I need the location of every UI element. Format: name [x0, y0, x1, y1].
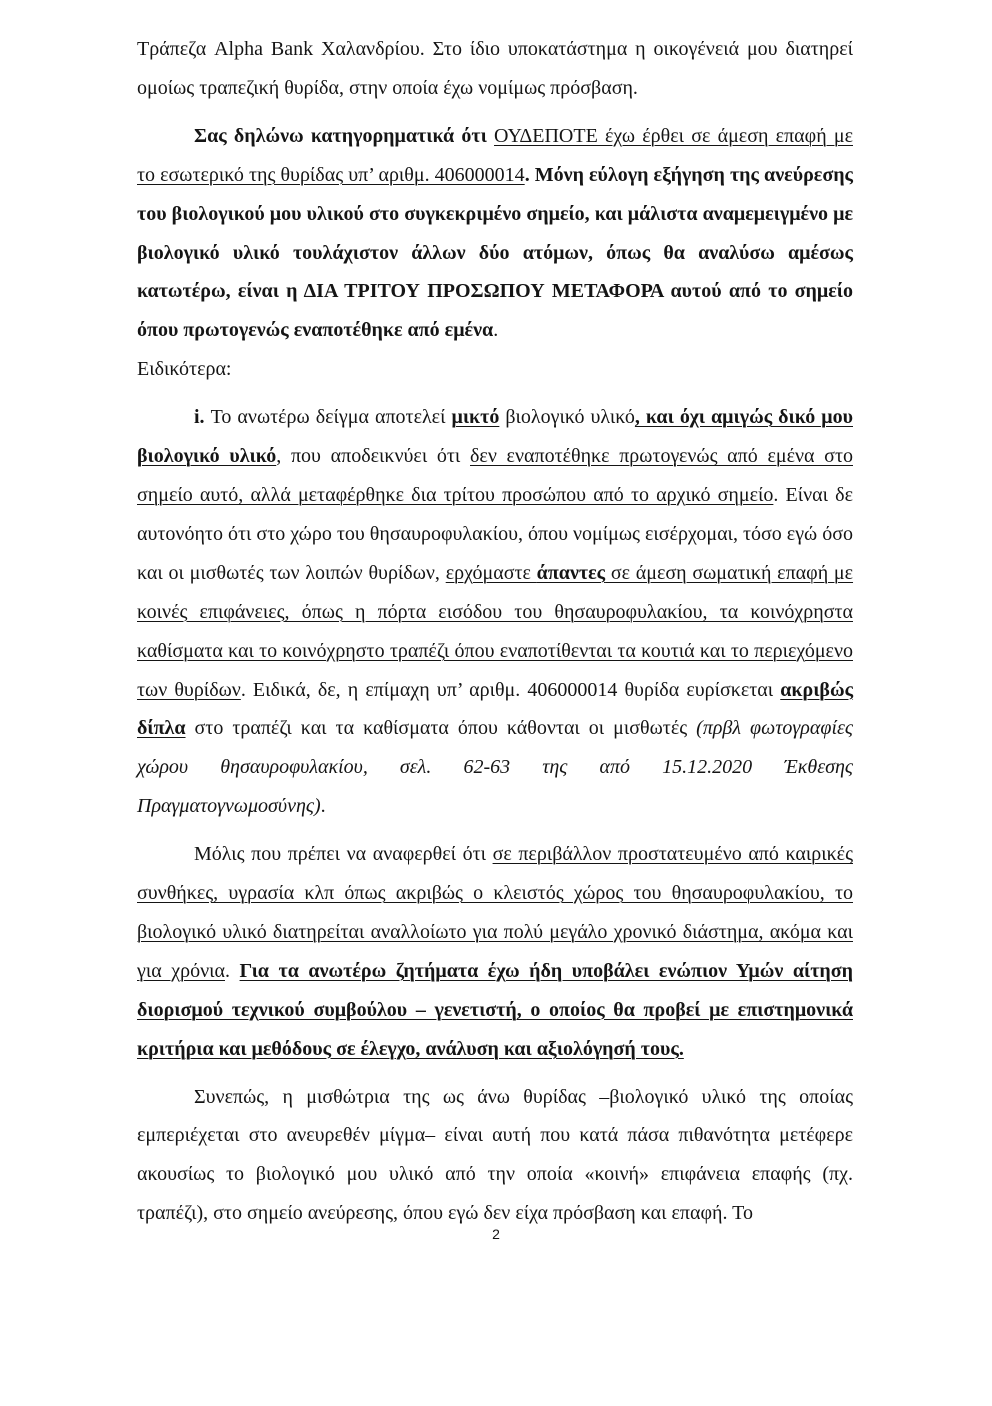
- item-marker-i: i.: [194, 406, 205, 429]
- photo-reference-italic: (πρβλ φωτογραφίες χώρου θησαυροφυλακίου, σελ. 62-63 της από 15.12.2020 Έκθεσης Πραγματογνωμοσύνης): [137, 717, 853, 818]
- paragraph-preservation: [137, 835, 853, 1068]
- mixed-sample-text-6: στο τραπέζι και τα καθίσματα όπου κάθονται οι μισθωτές: [185, 717, 697, 740]
- document-body: [137, 30, 853, 1233]
- technical-advisor-request: Για τα ανωτέρω ζητήματα έχω ήδη υποβάλει ενώπιον Υμών αίτηση διορισμού τεχνικού συμβούλου – γενετιστή, ο οποίος θα προβεί με επιστημονικά κριτήρια και μεθόδους σε έλεγχο, ανάλυση και αξιολόγησή τους.: [137, 959, 854, 1060]
- mixed-sample-text-5: . Ειδικά, δε, η επίμαχη υπ’ αριθμ. 406000014 θυρίδα ευρίσκεται: [240, 678, 781, 701]
- conclusion-text: Συνεπώς, η μισθώτρια της ως άνω θυρίδας –βιολογικό υλικό της οποίας εμπεριέχεται στο ανευρεθέν μίγμα– είναι αυτή που κατά πάσα πιθανότητα μετέφερε ακουσίως το βιολογικό μου υλικό από την οποία «κοινή» επιφάνεια επαφής (πχ. τραπέζι), στο σημείο ανεύρεσης, όπου εγώ δεν είχα πρόσβαση και επαφή. Το: [137, 1085, 853, 1225]
- bank-access-text: Τράπεζα Alpha Bank Χαλανδρίου. Στο ίδιο υποκατάστημα η οικογένειά μου διατηρεί ομοίως τραπεζική θυρίδα, στην οποία έχω νομίμως πρόσβαση.: [137, 38, 853, 99]
- declaration-never-contact: ΟΥΔΕΠΟΤΕ έχω έρθει σε άμεση επαφή με το εσωτερικό της θυρίδας υπ’ αριθμ. 406000014: [137, 124, 853, 186]
- mixed-sample-text-4: . Είναι δε αυτονόητο ότι στο χώρο του θησαυροφυλακίου, όπου νομίμως εισέρχομαι, τόσο εγώ όσο και οι μισθωτές των λοιπών θυρίδων,: [137, 483, 853, 584]
- paragraph-mixed-sample: [137, 398, 853, 826]
- right-next-emphasis: ακριβώς δίπλα: [137, 678, 854, 740]
- mixed-sample-text-3: , που αποδεικνύει ότι: [276, 445, 470, 468]
- preservation-underlined: σε περιβάλλον προστατευμένο από καιρικές συνθήκες, υγρασία κλπ όπως ακριβώς ο κλειστός χώρος του θησαυροφυλακίου, το βιολογικό υλικό διατηρείται αναλλοίωτο για πολύ μεγάλο χρονικό διάστημα, ακόμα και για χρόνια: [137, 843, 853, 982]
- declaration-period: .: [493, 319, 499, 342]
- specifically-label: Ειδικότερα:: [137, 358, 232, 381]
- we-come-underlined: ερχόμαστε: [445, 561, 537, 584]
- not-purely-mine-emphasis: , και όχι αμιγώς δικό μου βιολογικό υλικό: [137, 406, 853, 468]
- declaration-intro: Σας δηλώνω κατηγορηματικά ότι: [194, 124, 495, 147]
- common-surfaces-underlined: σε άμεση σωματική επαφή με κοινές επιφάνειες, όπως η πόρτα εισόδου του θησαυροφυλακίου, τα κοινόχρηστα καθίσματα και το κοινόχρηστο τραπέζι όπου εναποτίθενται τα κουτιά και το περιεχόμενο των θυρίδων: [137, 561, 854, 701]
- declaration-explanation: . Μόνη εύλογη εξήγηση της ανεύρεσης του βιολογικού μου υλικού στο συγκεκριμένο σημείο, και μάλιστα αναμεμειγμένο με βιολογικό υλικό τουλάχιστον άλλων δύο ατόμων, όπως θα αναλύσω αμέσως κατωτέρω, είναι η ΔΙΑ ΤΡΙΤΟΥ ΠΡΟΣΩΠΟΥ ΜΕΤΑΦΟΡΑ αυτού από το σημείο όπου πρωτογενώς εναποτέθηκε από εμένα: [137, 163, 853, 342]
- page-number: 2: [492, 1226, 500, 1242]
- all-of-us-emphasis: άπαντες: [536, 561, 606, 584]
- mixed-emphasis: μικτό: [451, 406, 500, 429]
- preservation-intro: Μόλις που πρέπει να αναφερθεί ότι: [194, 843, 493, 866]
- paragraph-bank-access: [137, 30, 853, 108]
- paragraph-conclusion: [137, 1078, 853, 1234]
- mixed-sample-text-2: βιολογικό υλικό: [499, 406, 635, 429]
- paragraph-declaration: [137, 117, 853, 389]
- mixed-sample-text-1: Το ανωτέρω δείγμα αποτελεί: [204, 406, 452, 429]
- mixed-sample-period: .: [320, 795, 326, 818]
- transfer-third-person-underlined: δεν εναποτέθηκε πρωτογενώς από εμένα στο σημείο αυτό, αλλά μεταφέρθηκε δια τρίτου προσώπου από το αρχικό σημείο: [137, 445, 853, 506]
- preservation-period: .: [225, 959, 240, 982]
